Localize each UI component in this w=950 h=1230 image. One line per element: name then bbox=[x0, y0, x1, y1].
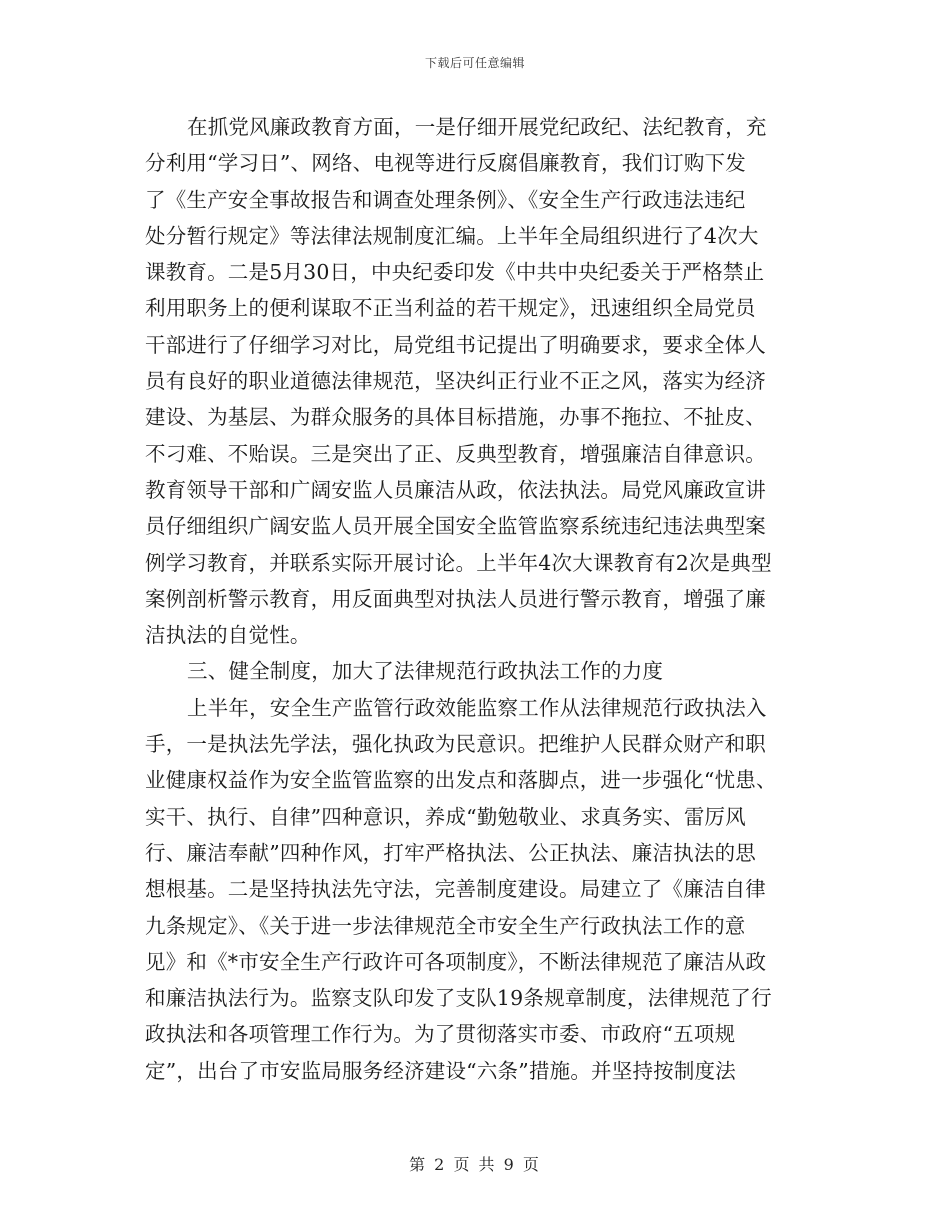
paragraph-line: 例学习教育，并联系实际开展讨论。上半年4次大课教育有2次是典型 bbox=[145, 550, 772, 575]
paragraph-line: 利用职务上的便利谋取不正当利益的若干规定》，迅速组织全局党员 bbox=[145, 296, 756, 321]
paragraph-line: 员仔细组织广阔安监人员开展全国安全监管监察系统违纪违法典型案 bbox=[145, 514, 766, 539]
paragraph-line: 行、廉洁奉献”四种作风，打牢严格执法、公正执法、廉洁执法的思 bbox=[145, 840, 756, 865]
paragraph-line: 手，一是执法先学法，强化执政为民意识。把维护人民群众财产和职 bbox=[145, 732, 766, 757]
paragraph-line: 洁执法的自觉性。 bbox=[145, 623, 311, 648]
paragraph-line: 业健康权益作为安全监管监察的出发点和落脚点，进一步强化“忧患、 bbox=[145, 768, 777, 793]
paragraph-line: 见》和《*市安全生产行政许可各项制度》，不断法律规范了廉洁从政 bbox=[145, 949, 767, 974]
page-header: 下载后可任意编辑 bbox=[424, 56, 525, 70]
paragraph-line: 实干、执行、自律”四种意识，养成“勤勉敬业、求真务实、雷厉风 bbox=[145, 804, 746, 829]
paragraph-line: 想根基。二是坚持执法先守法，完善制度建设。局建立了《廉洁自律 bbox=[145, 877, 766, 902]
section-heading: 三、健全制度，加大了法律规范行政执法工作的力度 bbox=[187, 659, 664, 684]
paragraph-line: 了《生产安全事故报告和调查处理条例》、《安全生产行政违法违纪 bbox=[145, 187, 746, 212]
page-number: 第 2 页 共 9 页 bbox=[409, 1155, 541, 1174]
paragraph-line: 在抓党风廉政教育方面，一是仔细开展党纪政纪、法纪教育，充 bbox=[187, 115, 767, 139]
paragraph-line: 课教育。二是5月30日，中央纪委印发《中共中央纪委关于严格禁止 bbox=[145, 260, 765, 285]
body-text bbox=[145, 109, 805, 1089]
paragraph-line: 和廉洁执法行为。监察支队印发了支队19条规章制度，法律规范了行 bbox=[145, 986, 772, 1011]
paragraph-line: 干部进行了仔细学习对比，局党组书记提出了明确要求，要求全体人 bbox=[145, 332, 766, 357]
paragraph-line: 建设、为基层、为群众服务的具体目标措施，办事不拖拉、不扯皮、 bbox=[145, 405, 766, 430]
paragraph-line: 处分暂行规定》等法律法规制度汇编。上半年全局组织进行了4次大 bbox=[145, 223, 759, 248]
paragraph-line: 上半年，安全生产监管行政效能监察工作从法律规范行政执法入 bbox=[187, 695, 767, 720]
paragraph-line: 定”，出台了市安监局服务经济建设“六条”措施。并坚持按制度法 bbox=[145, 1058, 736, 1083]
paragraph-line: 员有良好的职业道德法律规范，坚决纠正行业不正之风，落实为经济 bbox=[145, 369, 766, 394]
paragraph-line: 案例剖析警示教育，用反面典型对执法人员进行警示教育，增强了廉 bbox=[145, 586, 766, 611]
paragraph-line: 教育领导干部和广阔安监人员廉洁从政，依法执法。局党风廉政宣讲 bbox=[145, 477, 766, 502]
paragraph-line: 九条规定》、《关于进一步法律规范全市安全生产行政执法工作的意 bbox=[145, 913, 746, 938]
paragraph-line: 不刁难、不贻误。三是突出了正、反典型教育，增强廉洁自律意识。 bbox=[145, 441, 766, 466]
paragraph-line: 分利用“学习日”、网络、电视等进行反腐倡廉教育，我们订购下发 bbox=[145, 151, 746, 176]
paragraph-line: 政执法和各项管理工作行为。为了贯彻落实市委、市政府“五项规 bbox=[145, 1022, 736, 1047]
